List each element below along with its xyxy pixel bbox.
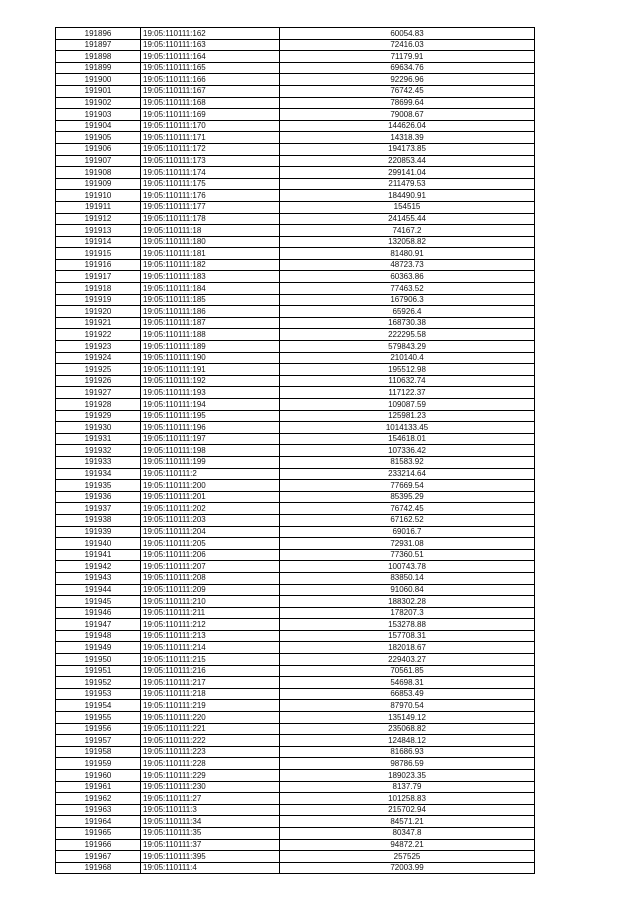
table-row: [56, 491, 535, 503]
row-number-cell: 191963: [56, 804, 141, 816]
row-number-cell: 191920: [56, 306, 141, 318]
table-row: [56, 827, 535, 839]
row-number-cell: 191938: [56, 514, 141, 526]
row-number-cell: 191935: [56, 480, 141, 492]
value-cell: 66853.49: [280, 688, 535, 700]
row-number-cell: 191925: [56, 364, 141, 376]
table-row: [56, 62, 535, 74]
cadastral-number-cell: 19:05:110111:3: [141, 804, 280, 816]
cadastral-number-cell: 19:05:110111:172: [141, 143, 280, 155]
row-number-cell: 191927: [56, 387, 141, 399]
cadastral-number-cell: 19:05:110111:195: [141, 410, 280, 422]
row-number-cell: 191905: [56, 132, 141, 144]
value-cell: 100743.78: [280, 561, 535, 573]
value-cell: 72931.08: [280, 538, 535, 550]
row-number-cell: 191939: [56, 526, 141, 538]
row-number-cell: 191947: [56, 619, 141, 631]
value-cell: 77669.54: [280, 480, 535, 492]
row-number-cell: 191961: [56, 781, 141, 793]
table-row: [56, 190, 535, 202]
value-cell: 81583.92: [280, 456, 535, 468]
cadastral-number-cell: 19:05:110111:193: [141, 387, 280, 399]
value-cell: 81480.91: [280, 248, 535, 260]
table-row: [56, 329, 535, 341]
row-number-cell: 191953: [56, 688, 141, 700]
table-row: [56, 839, 535, 851]
row-number-cell: 191957: [56, 735, 141, 747]
table-row: [56, 758, 535, 770]
value-cell: 77463.52: [280, 283, 535, 295]
table-row: [56, 770, 535, 782]
row-number-cell: 191922: [56, 329, 141, 341]
value-cell: 54698.31: [280, 677, 535, 689]
cadastral-number-cell: 19:05:110111:168: [141, 97, 280, 109]
cadastral-number-cell: 19:05:110111:169: [141, 109, 280, 121]
row-number-cell: 191898: [56, 51, 141, 63]
table-row: [56, 433, 535, 445]
row-number-cell: 191956: [56, 723, 141, 735]
table-row: [56, 793, 535, 805]
table-row: [56, 213, 535, 225]
row-number-cell: 191900: [56, 74, 141, 86]
value-cell: 94872.21: [280, 839, 535, 851]
table-row: [56, 410, 535, 422]
cadastral-number-cell: 19:05:110111:210: [141, 596, 280, 608]
table-row: [56, 561, 535, 573]
value-cell: 194173.85: [280, 143, 535, 155]
row-number-cell: 191909: [56, 178, 141, 190]
row-number-cell: 191919: [56, 294, 141, 306]
cadastral-number-cell: 19:05:110111:197: [141, 433, 280, 445]
row-number-cell: 191907: [56, 155, 141, 167]
row-number-cell: 191896: [56, 28, 141, 40]
cadastral-number-cell: 19:05:110111:170: [141, 120, 280, 132]
cadastral-number-cell: 19:05:110111:223: [141, 746, 280, 758]
cadastral-number-cell: 19:05:110111:27: [141, 793, 280, 805]
table-row: [56, 445, 535, 457]
row-number-cell: 191949: [56, 642, 141, 654]
table-row: [56, 677, 535, 689]
value-cell: 125981.23: [280, 410, 535, 422]
cadastral-number-cell: 19:05:110111:163: [141, 39, 280, 51]
row-number-cell: 191937: [56, 503, 141, 515]
row-number-cell: 191917: [56, 271, 141, 283]
cadastral-number-cell: 19:05:110111:217: [141, 677, 280, 689]
row-number-cell: 191967: [56, 851, 141, 863]
cadastral-number-cell: 19:05:110111:212: [141, 619, 280, 631]
table-row: [56, 85, 535, 97]
cadastral-number-cell: 19:05:110111:171: [141, 132, 280, 144]
table-row: [56, 538, 535, 550]
table-row: [56, 584, 535, 596]
table-row: [56, 387, 535, 399]
cadastral-number-cell: 19:05:110111:222: [141, 735, 280, 747]
table-row: [56, 225, 535, 237]
row-number-cell: 191966: [56, 839, 141, 851]
cadastral-number-cell: 19:05:110111:162: [141, 28, 280, 40]
row-number-cell: 191948: [56, 630, 141, 642]
row-number-cell: 191904: [56, 120, 141, 132]
table-row: [56, 688, 535, 700]
row-number-cell: 191968: [56, 862, 141, 874]
row-number-cell: 191929: [56, 410, 141, 422]
cadastral-number-cell: 19:05:110111:187: [141, 317, 280, 329]
table-row: [56, 364, 535, 376]
row-number-cell: 191931: [56, 433, 141, 445]
cadastral-number-cell: 19:05:110111:180: [141, 236, 280, 248]
value-cell: 229403.27: [280, 654, 535, 666]
row-number-cell: 191934: [56, 468, 141, 480]
table-row: [56, 341, 535, 353]
value-cell: 178207.3: [280, 607, 535, 619]
row-number-cell: 191908: [56, 167, 141, 179]
row-number-cell: 191951: [56, 665, 141, 677]
table-row: [56, 143, 535, 155]
cadastral-number-cell: 19:05:110111:220: [141, 712, 280, 724]
value-cell: 91060.84: [280, 584, 535, 596]
value-cell: 210140.4: [280, 352, 535, 364]
table-row: [56, 132, 535, 144]
row-number-cell: 191940: [56, 538, 141, 550]
table-row: [56, 816, 535, 828]
row-number-cell: 191916: [56, 259, 141, 271]
table-row: [56, 167, 535, 179]
table-row: [56, 39, 535, 51]
value-cell: 72003.99: [280, 862, 535, 874]
table-row: [56, 862, 535, 874]
table-row: [56, 375, 535, 387]
cadastral-number-cell: 19:05:110111:202: [141, 503, 280, 515]
table-row: [56, 352, 535, 364]
row-number-cell: 191962: [56, 793, 141, 805]
table-row: [56, 317, 535, 329]
value-cell: 167906.3: [280, 294, 535, 306]
cadastral-number-cell: 19:05:110111:206: [141, 549, 280, 561]
value-cell: 153278.88: [280, 619, 535, 631]
value-cell: 69016.7: [280, 526, 535, 538]
row-number-cell: 191928: [56, 399, 141, 411]
value-cell: 84571.21: [280, 816, 535, 828]
value-cell: 211479.53: [280, 178, 535, 190]
table-row: [56, 700, 535, 712]
cadastral-number-cell: 19:05:110111:198: [141, 445, 280, 457]
row-number-cell: 191945: [56, 596, 141, 608]
value-cell: 72416.03: [280, 39, 535, 51]
cadastral-number-cell: 19:05:110111:209: [141, 584, 280, 596]
value-cell: 1014133.45: [280, 422, 535, 434]
table-row: [56, 804, 535, 816]
cadastral-number-cell: 19:05:110111:196: [141, 422, 280, 434]
row-number-cell: 191946: [56, 607, 141, 619]
cadastral-number-cell: 19:05:110111:182: [141, 259, 280, 271]
table-row: [56, 259, 535, 271]
table-row: [56, 735, 535, 747]
table-row: [56, 422, 535, 434]
value-cell: 233214.64: [280, 468, 535, 480]
value-cell: 67162.52: [280, 514, 535, 526]
cadastral-number-cell: 19:05:110111:200: [141, 480, 280, 492]
value-cell: 135149.12: [280, 712, 535, 724]
table-row: [56, 306, 535, 318]
cadastral-number-cell: 19:05:110111:181: [141, 248, 280, 260]
row-number-cell: 191911: [56, 201, 141, 213]
table-row: [56, 514, 535, 526]
row-number-cell: 191926: [56, 375, 141, 387]
row-number-cell: 191899: [56, 62, 141, 74]
row-number-cell: 191902: [56, 97, 141, 109]
table-row: [56, 283, 535, 295]
cadastral-number-cell: 19:05:110111:188: [141, 329, 280, 341]
cadastral-number-cell: 19:05:110111:173: [141, 155, 280, 167]
table-row: [56, 503, 535, 515]
table-row: [56, 480, 535, 492]
cadastral-number-cell: 19:05:110111:230: [141, 781, 280, 793]
row-number-cell: 191915: [56, 248, 141, 260]
row-number-cell: 191944: [56, 584, 141, 596]
row-number-cell: 191912: [56, 213, 141, 225]
value-cell: 70561.85: [280, 665, 535, 677]
table-row: [56, 596, 535, 608]
row-number-cell: 191960: [56, 770, 141, 782]
cadastral-number-cell: 19:05:110111:207: [141, 561, 280, 573]
cadastral-number-cell: 19:05:110111:183: [141, 271, 280, 283]
row-number-cell: 191965: [56, 827, 141, 839]
row-number-cell: 191930: [56, 422, 141, 434]
table-row: [56, 549, 535, 561]
cadastral-number-cell: 19:05:110111:2: [141, 468, 280, 480]
row-number-cell: 191955: [56, 712, 141, 724]
cadastral-number-cell: 19:05:110111:184: [141, 283, 280, 295]
table-row: [56, 74, 535, 86]
table-row: [56, 120, 535, 132]
value-cell: 182018.67: [280, 642, 535, 654]
row-number-cell: 191903: [56, 109, 141, 121]
value-cell: 101258.83: [280, 793, 535, 805]
value-cell: 60054.83: [280, 28, 535, 40]
value-cell: 168730.38: [280, 317, 535, 329]
table-row: [56, 248, 535, 260]
value-cell: 154618.01: [280, 433, 535, 445]
value-cell: 92296.96: [280, 74, 535, 86]
value-cell: 215702.94: [280, 804, 535, 816]
table-row: [56, 51, 535, 63]
cadastral-number-cell: 19:05:110111:35: [141, 827, 280, 839]
cadastral-number-cell: 19:05:110111:34: [141, 816, 280, 828]
table-row: [56, 607, 535, 619]
cadastral-number-cell: 19:05:110111:228: [141, 758, 280, 770]
cadastral-number-cell: 19:05:110111:176: [141, 190, 280, 202]
table-row: [56, 619, 535, 631]
table-row: [56, 468, 535, 480]
cadastral-number-cell: 19:05:110111:189: [141, 341, 280, 353]
table-row: [56, 712, 535, 724]
value-cell: 78699.64: [280, 97, 535, 109]
value-cell: 80347.8: [280, 827, 535, 839]
table-row: [56, 572, 535, 584]
value-cell: 65926.4: [280, 306, 535, 318]
row-number-cell: 191958: [56, 746, 141, 758]
row-number-cell: 191901: [56, 85, 141, 97]
table-row: [56, 178, 535, 190]
cadastral-number-cell: 19:05:110111:395: [141, 851, 280, 863]
value-cell: 69634.76: [280, 62, 535, 74]
value-cell: 76742.45: [280, 503, 535, 515]
value-cell: 188302.28: [280, 596, 535, 608]
value-cell: 79008.67: [280, 109, 535, 121]
value-cell: 157708.31: [280, 630, 535, 642]
row-number-cell: 191906: [56, 143, 141, 155]
table-row: [56, 630, 535, 642]
value-cell: 110632.74: [280, 375, 535, 387]
value-cell: 87970.54: [280, 700, 535, 712]
table-row: [56, 781, 535, 793]
value-cell: 48723.73: [280, 259, 535, 271]
cadastral-number-cell: 19:05:110111:186: [141, 306, 280, 318]
cadastral-number-cell: 19:05:110111:211: [141, 607, 280, 619]
table-row: [56, 746, 535, 758]
cadastral-number-cell: 19:05:110111:204: [141, 526, 280, 538]
value-cell: 189023.35: [280, 770, 535, 782]
value-cell: 74167.2: [280, 225, 535, 237]
cadastral-number-cell: 19:05:110111:215: [141, 654, 280, 666]
value-cell: 117122.37: [280, 387, 535, 399]
cadastral-number-cell: 19:05:110111:167: [141, 85, 280, 97]
cadastral-number-cell: 19:05:110111:208: [141, 572, 280, 584]
cadastral-number-cell: 19:05:110111:190: [141, 352, 280, 364]
value-cell: 579843.29: [280, 341, 535, 353]
table-row: [56, 155, 535, 167]
table-row: [56, 97, 535, 109]
value-cell: 109087.59: [280, 399, 535, 411]
cadastral-number-cell: 19:05:110111:216: [141, 665, 280, 677]
value-cell: 220853.44: [280, 155, 535, 167]
row-number-cell: 191941: [56, 549, 141, 561]
value-cell: 76742.45: [280, 85, 535, 97]
row-number-cell: 191954: [56, 700, 141, 712]
table-row: [56, 456, 535, 468]
table-row: [56, 109, 535, 121]
row-number-cell: 191932: [56, 445, 141, 457]
row-number-cell: 191936: [56, 491, 141, 503]
value-cell: 299141.04: [280, 167, 535, 179]
table-body: [56, 28, 535, 874]
row-number-cell: 191923: [56, 341, 141, 353]
cadastral-number-cell: 19:05:110111:4: [141, 862, 280, 874]
cadastral-number-cell: 19:05:110111:37: [141, 839, 280, 851]
value-cell: 98786.59: [280, 758, 535, 770]
value-cell: 154515: [280, 201, 535, 213]
cadastral-number-cell: 19:05:110111:166: [141, 74, 280, 86]
cadastral-number-cell: 19:05:110111:201: [141, 491, 280, 503]
row-number-cell: 191950: [56, 654, 141, 666]
value-cell: 77360.51: [280, 549, 535, 561]
value-cell: 60363.86: [280, 271, 535, 283]
table-row: [56, 236, 535, 248]
value-cell: 81686.93: [280, 746, 535, 758]
row-number-cell: 191897: [56, 39, 141, 51]
value-cell: 132058.82: [280, 236, 535, 248]
value-cell: 124848.12: [280, 735, 535, 747]
table-row: [56, 271, 535, 283]
table-row: [56, 642, 535, 654]
table-row: [56, 665, 535, 677]
row-number-cell: 191959: [56, 758, 141, 770]
row-number-cell: 191918: [56, 283, 141, 295]
value-cell: 14318.39: [280, 132, 535, 144]
cadastral-number-cell: 19:05:110111:199: [141, 456, 280, 468]
cadastral-number-cell: 19:05:110111:174: [141, 167, 280, 179]
cadastral-number-cell: 19:05:110111:219: [141, 700, 280, 712]
cadastral-number-cell: 19:05:110111:164: [141, 51, 280, 63]
value-cell: 83850.14: [280, 572, 535, 584]
cadastral-number-cell: 19:05:110111:203: [141, 514, 280, 526]
value-cell: 195512.98: [280, 364, 535, 376]
value-cell: 107336.42: [280, 445, 535, 457]
value-cell: 257525: [280, 851, 535, 863]
row-number-cell: 191942: [56, 561, 141, 573]
cadastral-number-cell: 19:05:110111:177: [141, 201, 280, 213]
cadastral-number-cell: 19:05:110111:229: [141, 770, 280, 782]
row-number-cell: 191964: [56, 816, 141, 828]
table-row: [56, 201, 535, 213]
value-cell: 222295.58: [280, 329, 535, 341]
table-row: [56, 851, 535, 863]
value-cell: 184490.91: [280, 190, 535, 202]
table-row: [56, 526, 535, 538]
cadastral-number-cell: 19:05:110111:218: [141, 688, 280, 700]
value-cell: 144626.04: [280, 120, 535, 132]
table-row: [56, 28, 535, 40]
cadastral-number-cell: 19:05:110111:178: [141, 213, 280, 225]
value-cell: 85395.29: [280, 491, 535, 503]
cadastral-number-cell: 19:05:110111:214: [141, 642, 280, 654]
value-cell: 235068.82: [280, 723, 535, 735]
row-number-cell: 191943: [56, 572, 141, 584]
cadastral-number-cell: 19:05:110111:192: [141, 375, 280, 387]
cadastral-number-cell: 19:05:110111:165: [141, 62, 280, 74]
row-number-cell: 191910: [56, 190, 141, 202]
table-row: [56, 294, 535, 306]
table-row: [56, 399, 535, 411]
value-cell: 71179.91: [280, 51, 535, 63]
table-row: [56, 723, 535, 735]
row-number-cell: 191914: [56, 236, 141, 248]
cadastral-number-cell: 19:05:110111:191: [141, 364, 280, 376]
cadastral-number-cell: 19:05:110111:18: [141, 225, 280, 237]
row-number-cell: 191924: [56, 352, 141, 364]
row-number-cell: 191913: [56, 225, 141, 237]
value-cell: 8137.79: [280, 781, 535, 793]
cadastral-number-cell: 19:05:110111:205: [141, 538, 280, 550]
row-number-cell: 191952: [56, 677, 141, 689]
cadastral-number-cell: 19:05:110111:185: [141, 294, 280, 306]
cadastral-number-cell: 19:05:110111:221: [141, 723, 280, 735]
cadastral-number-cell: 19:05:110111:213: [141, 630, 280, 642]
cadastral-number-cell: 19:05:110111:175: [141, 178, 280, 190]
value-cell: 241455.44: [280, 213, 535, 225]
table-row: [56, 654, 535, 666]
cadastral-number-cell: 19:05:110111:194: [141, 399, 280, 411]
data-sheet: [55, 27, 531, 874]
data-table: [55, 27, 535, 874]
row-number-cell: 191933: [56, 456, 141, 468]
row-number-cell: 191921: [56, 317, 141, 329]
